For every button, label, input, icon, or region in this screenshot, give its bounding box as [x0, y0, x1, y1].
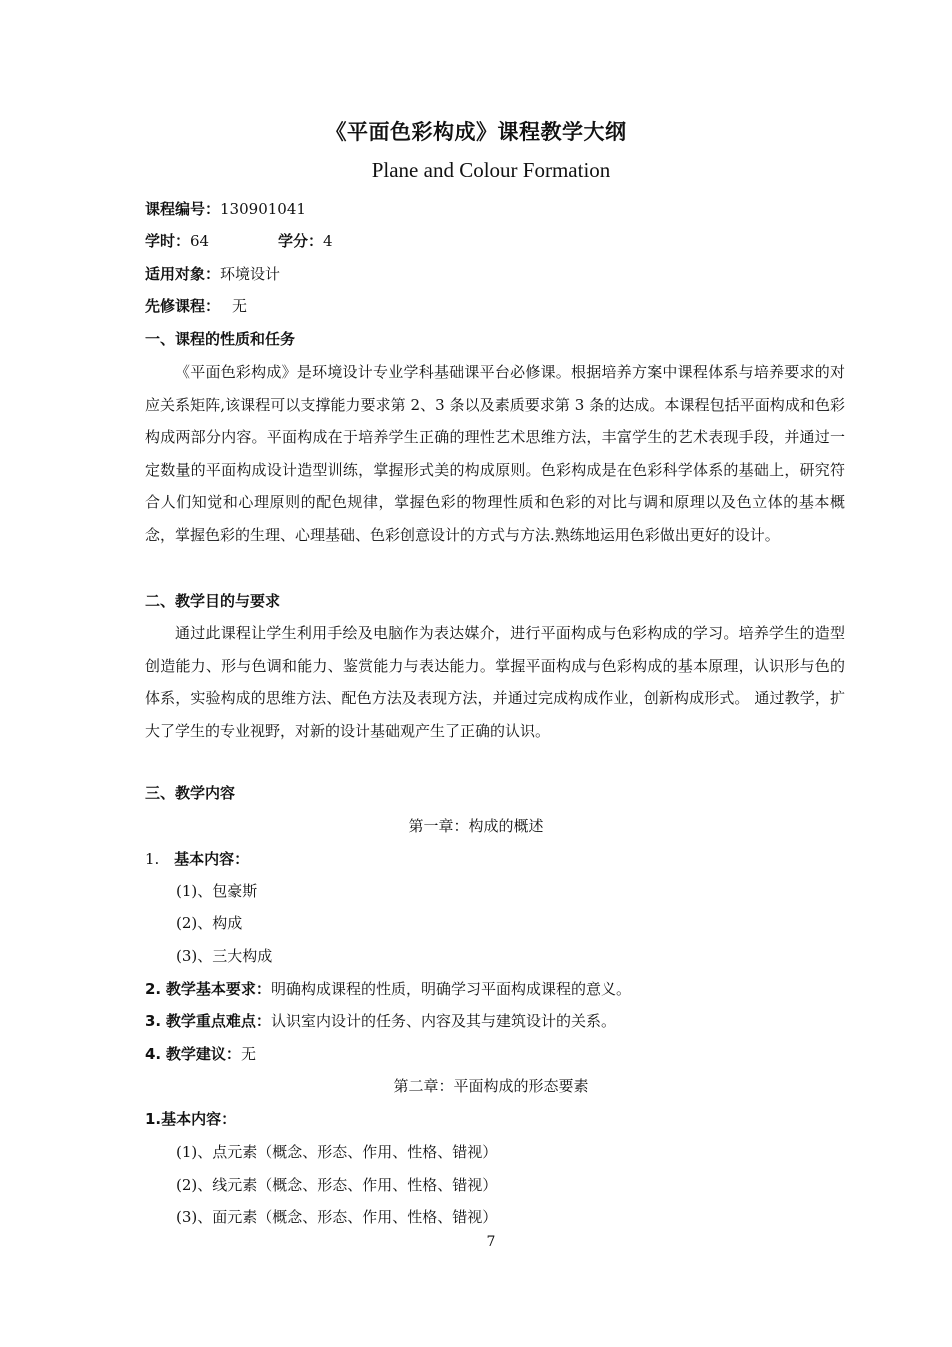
target-line [145, 264, 280, 284]
credit-label: 学分： [278, 232, 324, 250]
prereq-line [145, 296, 247, 316]
chapter1-item3-label: 教学重点难点： [165, 1012, 271, 1030]
course-code-label: 课程编号： [145, 200, 221, 218]
chapter1-sub-item: (3)、三大构成 [176, 947, 273, 965]
target-label: 适用对象： [145, 265, 221, 283]
chapter1-item1-label: 基本内容： [174, 850, 250, 868]
chapter1-sub-item: (1)、包豪斯 [176, 882, 258, 900]
section2-body: 通过此课程让学生利用手绘及电脑作为表达媒介，进行平面构成与色彩构成的学习。培养学生的造型创造能力、形与色调和能力、鉴赏能力与表达能力。掌握平面构成与色彩构成的基本原理，认识形与色的体系，实验构成的思维方法、配色方法及表现方法，并通过完成构成作业，创新构成形式。 通过教学，扩大了学生的专业视野，对新的设计基础观产生了正确的认识。 [145, 624, 845, 740]
chapter1-item4-label: 教学建议： [165, 1045, 241, 1063]
target-value: 环境设计 [220, 265, 281, 283]
chapter1-item2-value: 明确构成课程的性质，明确学习平面构成课程的意义。 [270, 980, 631, 998]
document-title: 《平面色彩构成》课程教学大纲 [325, 120, 627, 144]
chapter1-item4-num: 4. [145, 1045, 162, 1063]
chapter1-sub-item: (2)、构成 [176, 914, 243, 932]
course-code-line [145, 199, 306, 219]
course-code-value: 130901041 [220, 200, 306, 218]
prereq-label: 先修课程： [145, 297, 221, 315]
document-subtitle: Plane and Colour Formation [371, 158, 611, 182]
prereq-value: 无 [232, 297, 248, 315]
chapter1-item3 [145, 1011, 616, 1031]
hours-label: 学时： [145, 232, 191, 250]
chapter2-sub-item: (3)、面元素（概念、形态、作用、性格、错视） [176, 1208, 498, 1226]
chapter1-item2-num: 2. [145, 980, 162, 998]
section3-heading: 三、教学内容 [145, 784, 236, 802]
chapter1-item1-num: 1. [145, 850, 160, 868]
chapter2-item1-label: 1.基本内容： [145, 1110, 237, 1128]
section1-heading: 一、课程的性质和任务 [145, 330, 296, 348]
chapter2-title: 第二章：平面构成的形态要素 [393, 1077, 589, 1095]
chapter1-item3-num: 3. [145, 1012, 162, 1030]
chapter1-item2 [145, 979, 631, 999]
chapter1-item3-value: 认识室内设计的任务、内容及其与建筑设计的关系。 [270, 1012, 616, 1030]
chapter1-item1 [145, 849, 249, 869]
chapter1-title: 第一章：构成的概述 [408, 817, 544, 835]
credit-group [278, 231, 333, 251]
section1-body: 《平面色彩构成》是环境设计专业学科基础课平台必修课。根据培养方案中课程体系与培养要求的对应关系矩阵,该课程可以支撑能力要求第 2、3 条以及素质要求第 3 条的达成。本课程包括平面构成和色彩构成两部分内容。平面构成在于培养学生正确的理性艺术思维方法，丰富学生的艺术表现手段，并通过一定数量的平面构成设计造型训练，掌握形式美的构成原则。色彩构成是在色彩科学体系的基础上，研究符合人们知觉和心理原则的配色规律，掌握色彩的物理性质和色彩的对比与调和原理以及色立体的基本概念，掌握色彩的生理、心理基础、色彩创意设计的方式与方法.熟练地运用色彩做出更好的设计。 [145, 363, 845, 544]
hours-credit-line [145, 231, 333, 251]
chapter2-sub-item: (2)、线元素（概念、形态、作用、性格、错视） [176, 1176, 498, 1194]
credit-value: 4 [323, 232, 333, 250]
hours-value: 64 [190, 232, 210, 250]
page-number: 7 [486, 1234, 496, 1250]
chapter1-item2-label: 教学基本要求： [165, 980, 271, 998]
section2-heading: 二、教学目的与要求 [145, 592, 281, 610]
chapter1-item4-value: 无 [240, 1045, 256, 1063]
chapter1-item4 [145, 1044, 256, 1064]
chapter2-sub-item: (1)、点元素（概念、形态、作用、性格、错视） [176, 1143, 498, 1161]
